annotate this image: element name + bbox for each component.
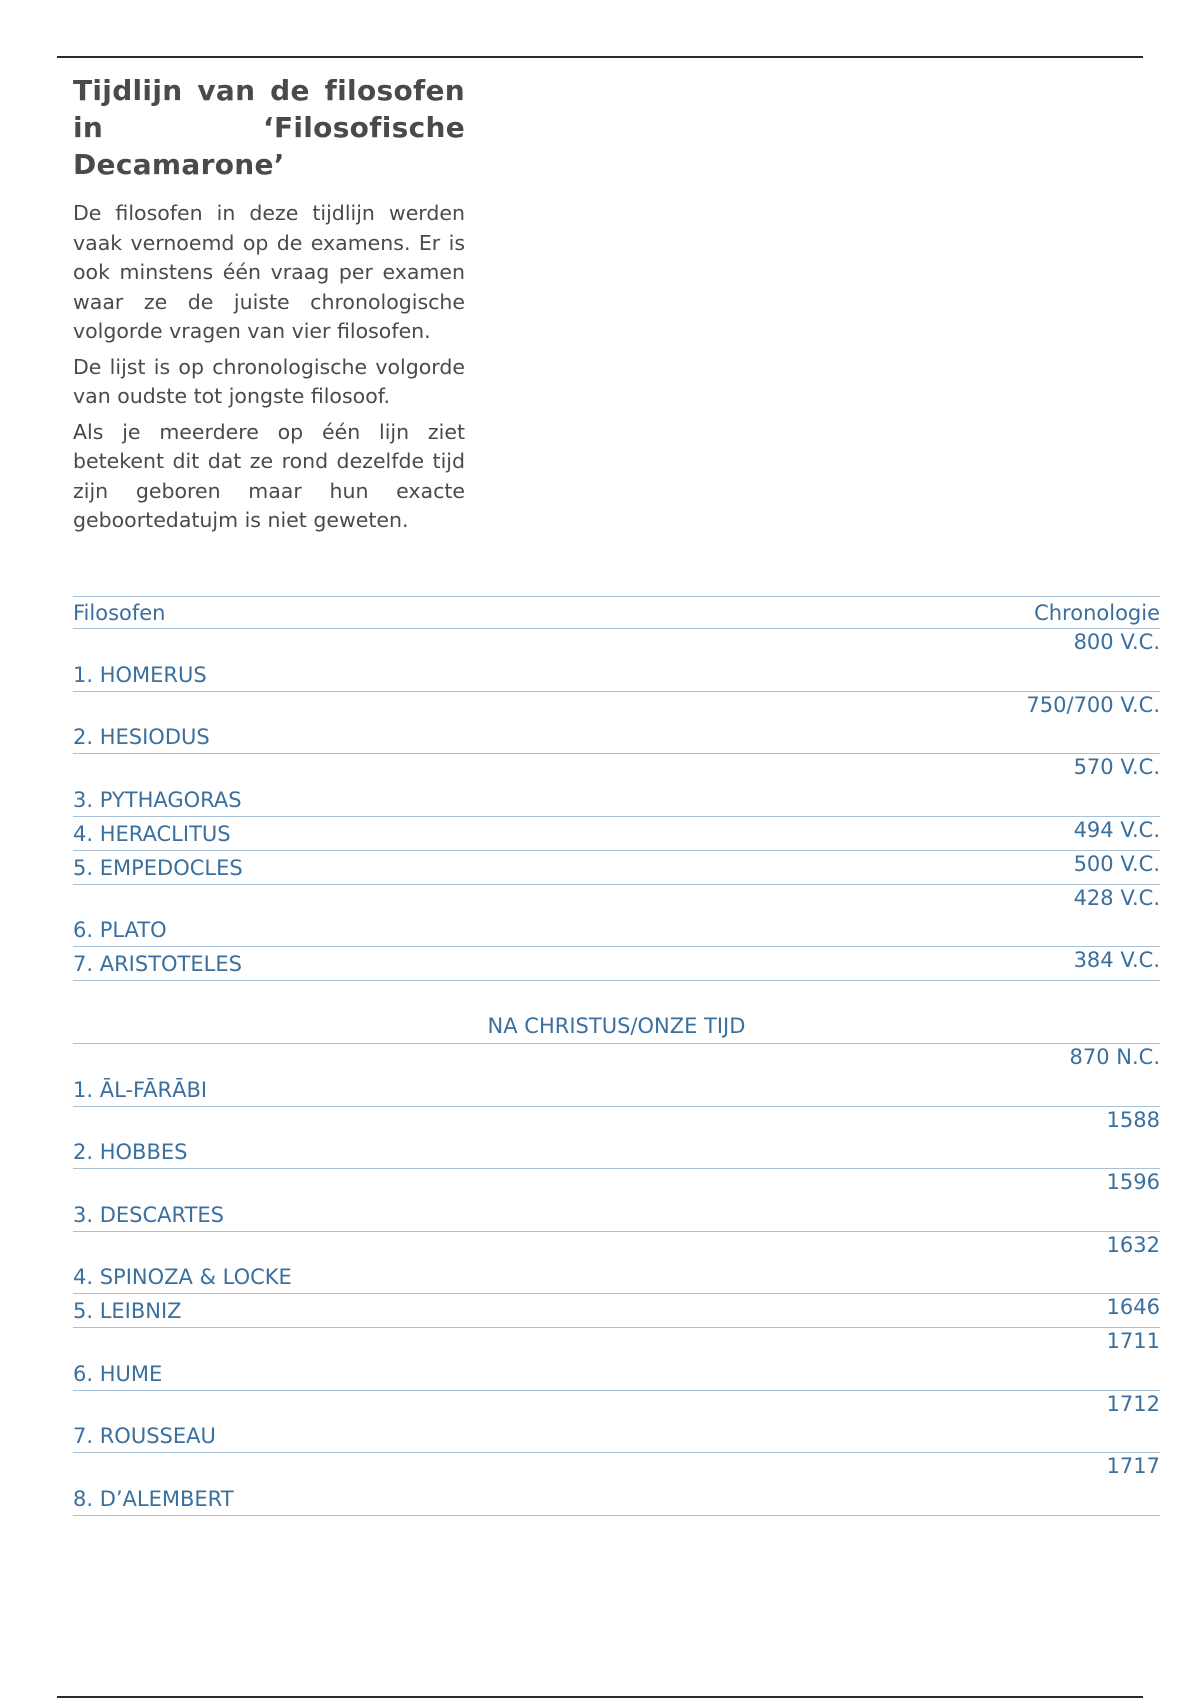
row-date: 1712 <box>1106 1391 1160 1416</box>
table-row <box>73 817 1160 851</box>
table-row <box>73 1044 1160 1107</box>
row-date: 570 V.C. <box>1073 755 1160 779</box>
table-row <box>73 1391 1160 1454</box>
row-philosopher: 5. LEIBNIZ <box>73 1299 182 1323</box>
row-date: 1711 <box>1106 1329 1160 1353</box>
table-header <box>73 596 1160 629</box>
row-philosopher: 3. PYTHAGORAS <box>73 787 242 812</box>
row-date: 384 V.C. <box>1073 948 1160 972</box>
table-row <box>73 1294 1160 1328</box>
row-date: 428 V.C. <box>1073 885 1160 910</box>
row-philosopher: 5. EMPEDOCLES <box>73 855 243 880</box>
top-rule <box>57 56 1143 58</box>
intro-paragraph: De filosofen in deze tijdlijn werden vaak vernoemd op de examens. Er is ook minstens één vraag per examen waar ze de juiste chronologische volgorde vragen van vier filosofen. <box>73 201 465 343</box>
row-philosopher: 6. PLATO <box>73 918 167 942</box>
row-philosopher: 4. HERACLITUS <box>73 821 231 846</box>
table-row <box>73 947 1160 981</box>
row-philosopher: 7. ROUSSEAU <box>73 1424 216 1448</box>
table-row <box>73 1328 1160 1391</box>
row-philosopher: 2. HOBBES <box>73 1140 188 1164</box>
row-philosopher: 2. HESIODUS <box>73 725 210 749</box>
table-row <box>73 1107 1160 1170</box>
row-date: 494 V.C. <box>1073 817 1160 842</box>
section-heading-row <box>73 981 1160 1044</box>
table-row <box>73 692 1160 755</box>
row-date: 500 V.C. <box>1073 851 1160 876</box>
row-date: 1717 <box>1106 1454 1160 1478</box>
row-philosopher: 1. HOMERUS <box>73 662 207 687</box>
column-header-chronology: Chronologie <box>1034 601 1160 625</box>
table-row <box>73 1169 1160 1232</box>
intro-paragraph: De lijst is op chronologische volgorde van oudste tot jongste filosoof. <box>73 354 465 408</box>
table-row <box>73 629 1160 692</box>
row-philosopher: 1. ĀL-FĀRĀBI <box>73 1077 208 1102</box>
column-header-philosophers: Filosofen <box>73 601 166 625</box>
row-date: 1588 <box>1106 1107 1160 1132</box>
row-philosopher: 8. D’ALEMBERT <box>73 1486 234 1511</box>
table-row <box>73 1453 1160 1516</box>
row-date: 1632 <box>1106 1232 1160 1257</box>
row-philosopher: 6. HUME <box>73 1361 163 1386</box>
section-title-ad: NA CHRISTUS/ONZE TIJD <box>487 1014 746 1038</box>
row-date: 870 N.C. <box>1069 1045 1160 1069</box>
philosophers-timeline-table <box>73 596 1160 1516</box>
table-row <box>73 885 1160 948</box>
intro-paragraph: Als je meerdere op één lijn ziet betekent dit dat ze rond dezelfde tijd zijn geboren maar hun exacte geboortedatujm is niet geweten. <box>73 419 465 532</box>
intro-block <box>73 72 465 542</box>
row-date: 1646 <box>1106 1295 1160 1319</box>
page-title: Tijdlijn van de filosofen in ‘Filosofische Decamarone’ <box>73 74 465 181</box>
table-row <box>73 851 1160 885</box>
row-philosopher: 7. ARISTOTELES <box>73 952 242 976</box>
bottom-rule <box>57 1696 1143 1698</box>
row-date: 750/700 V.C. <box>1026 692 1160 717</box>
row-philosopher: 4. SPINOZA & LOCKE <box>73 1265 292 1289</box>
table-row <box>73 1232 1160 1295</box>
row-philosopher: 3. DESCARTES <box>73 1202 224 1227</box>
row-date: 1596 <box>1106 1170 1160 1194</box>
row-date: 800 V.C. <box>1073 630 1160 654</box>
table-row <box>73 754 1160 817</box>
